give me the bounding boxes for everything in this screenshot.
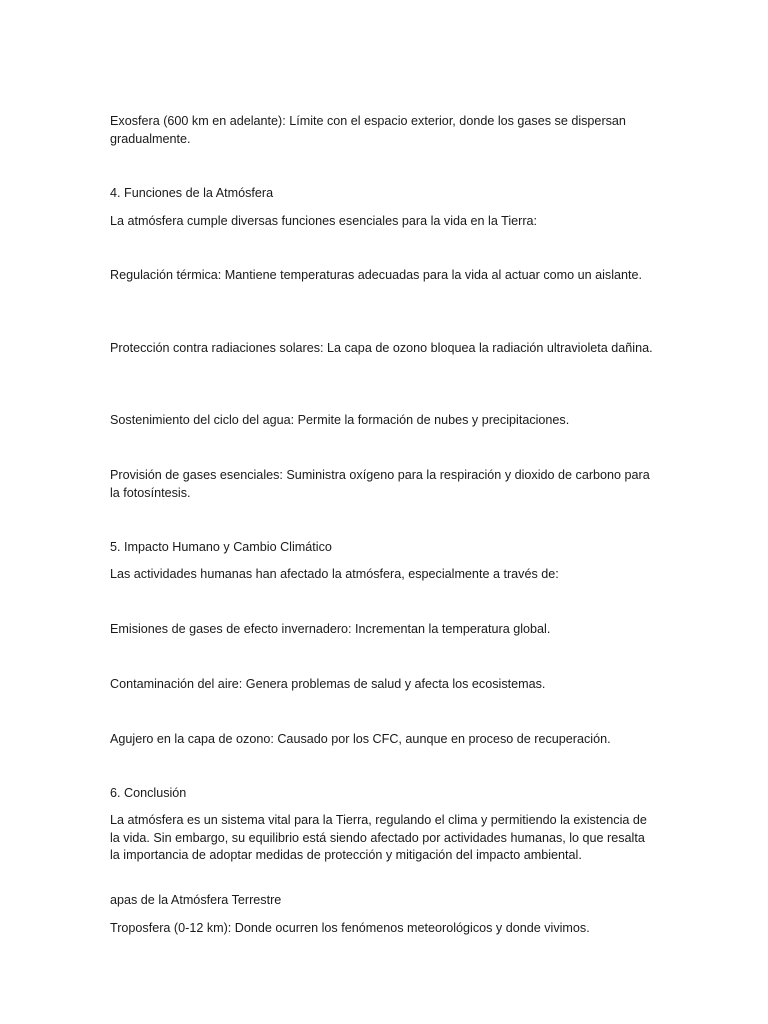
- section-heading-conclusion: 6. Conclusión: [110, 786, 187, 800]
- paragraph-troposfera: Troposfera (0-12 km): Donde ocurren los fenómenos meteorológicos y donde vivimos.: [110, 921, 590, 935]
- paragraph-agujero-ozono: Agujero en la capa de ozono: Causado por los CFC, aunque en proceso de recuperación.: [110, 732, 611, 746]
- paragraph-conclusion: La atmósfera es un sistema vital para la Tierra, regulando el clima y permitiendo la existencia de la vida. Sin embargo, su equilibrio está siendo afectado por actividades humanas, lo que resalta la importancia de adoptar medidas de protección y mitigación del impacto ambiental.: [110, 813, 647, 863]
- paragraph-funciones-intro: La atmósfera cumple diversas funciones esenciales para la vida en la Tierra:: [110, 214, 538, 228]
- section-heading-funciones: 4. Funciones de la Atmósfera: [110, 186, 274, 200]
- paragraph-ciclo-agua: Sostenimiento del ciclo del agua: Permite la formación de nubes y precipitaciones.: [110, 413, 570, 427]
- paragraph-exosfera: Exosfera (600 km en adelante): Límite con el espacio exterior, donde los gases se dispersan gradualmente.: [110, 114, 626, 146]
- paragraph-capas-heading: apas de la Atmósfera Terrestre: [110, 893, 282, 907]
- paragraph-emisiones: Emisiones de gases de efecto invernadero: Incrementan la temperatura global.: [110, 622, 551, 636]
- paragraph-contaminacion: Contaminación del aire: Genera problemas de salud y afecta los ecosistemas.: [110, 677, 546, 691]
- paragraph-impacto-intro: Las actividades humanas han afectado la atmósfera, especialmente a través de:: [110, 567, 559, 581]
- paragraph-proteccion-radiaciones: Protección contra radiaciones solares: La capa de ozono bloquea la radiación ultravioleta dañina.: [110, 341, 653, 355]
- paragraph-regulacion-termica: Regulación térmica: Mantiene temperaturas adecuadas para la vida al actuar como un aislante.: [110, 268, 643, 282]
- section-heading-impacto: 5. Impacto Humano y Cambio Climático: [110, 540, 332, 554]
- paragraph-gases-esenciales: Provisión de gases esenciales: Suministra oxígeno para la respiración y dioxido de carbono para la fotosíntesis.: [110, 468, 650, 500]
